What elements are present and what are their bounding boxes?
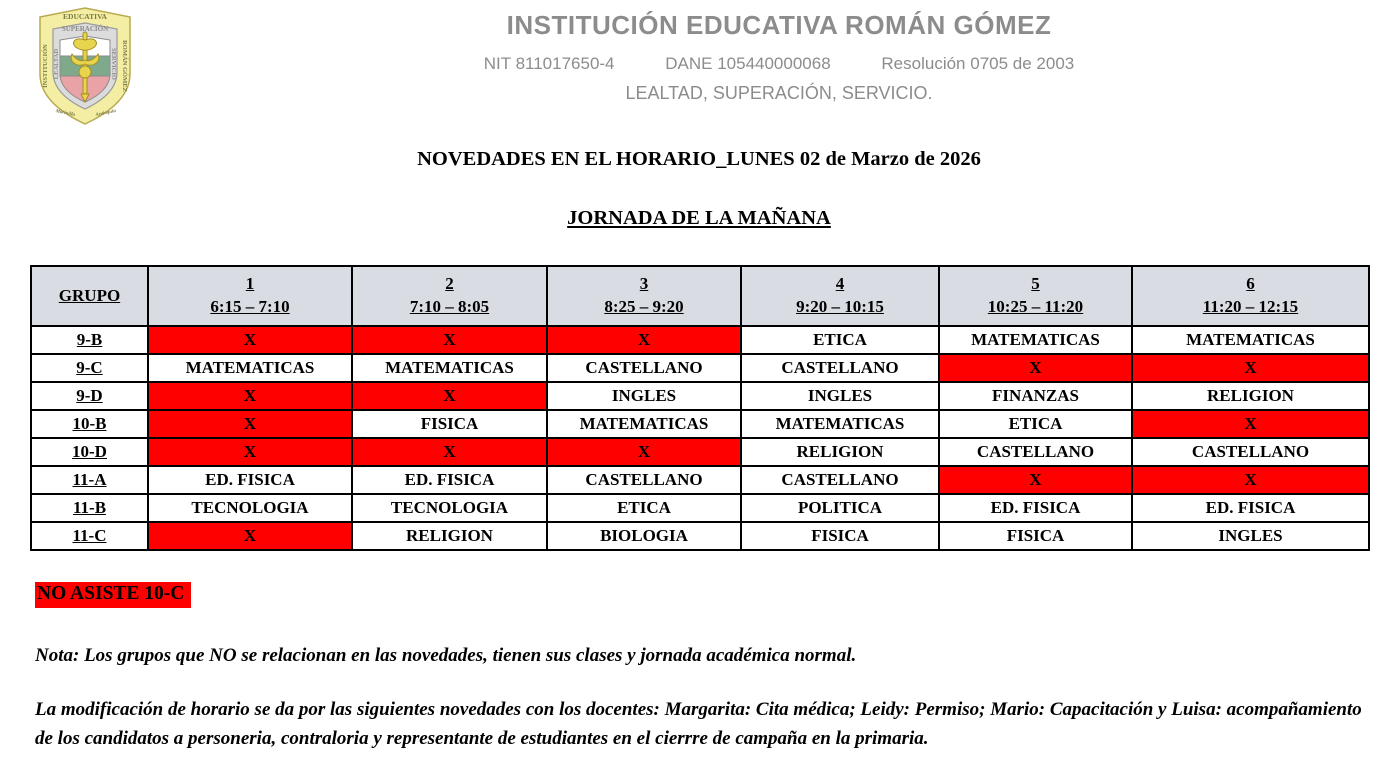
period-number: 5 [1031, 274, 1040, 294]
subject-cell: ED. FISICA [1132, 494, 1369, 522]
group-column-header: GRUPO [31, 266, 148, 326]
period-time: 8:25 – 9:20 [604, 297, 684, 316]
modification-paragraph: La modificación de horario se da por las siguientes novedades con los docentes: Margarita: Cita médica; Leidy: Permiso; Mario: Capacitación y Luisa: acompañamiento de los candidatos a personeria, contraloria y representante de estudiantes en el cierrre de campaña en la primaria. [35, 699, 1362, 749]
absence-cell: X [148, 438, 352, 466]
crest-word-right-outer: ROMÁN GÓMEZ [121, 40, 128, 92]
schedule-row-11-B [31, 494, 1369, 522]
schedule-header-row [31, 266, 1369, 326]
period-time: 11:20 – 12:15 [1202, 297, 1299, 316]
schedule-row-9-D [31, 382, 1369, 410]
subject-cell: MATEMATICAS [939, 326, 1132, 354]
subject-cell: TECNOLOGIA [352, 494, 547, 522]
absence-cell: X [939, 354, 1132, 382]
group-label: 10-D [31, 438, 148, 466]
schedule-row-9-B [31, 326, 1369, 354]
school-crest-logo [34, 6, 136, 126]
group-label: 11-B [31, 494, 148, 522]
subject-cell: ED. FISICA [939, 494, 1132, 522]
subject-cell: POLITICA [741, 494, 939, 522]
absence-cell: X [547, 438, 741, 466]
crest-word-left-outer: INSTITUCIÓN [42, 44, 49, 88]
schedule-table-body [31, 326, 1369, 550]
no-attendance-highlight: NO ASISTE 10-C [35, 582, 191, 608]
period-header-1 [148, 266, 352, 326]
period-number: 3 [639, 274, 649, 294]
subject-cell: TECNOLOGIA [148, 494, 352, 522]
subject-cell: ED. FISICA [148, 466, 352, 494]
period-header-6 [1132, 266, 1369, 326]
group-label: 10-B [31, 410, 148, 438]
nota-paragraph: Nota: Los grupos que NO se relacionan en las novedades, tienen sus clases y jornada académica normal. [35, 645, 857, 666]
school-name: INSTITUCIÓN EDUCATIVA ROMÁN GÓMEZ [506, 10, 1052, 40]
subject-cell: MATEMATICAS [148, 354, 352, 382]
absence-cell: X [1132, 410, 1369, 438]
document-subtitle: JORNADA DE LA MAÑANA [567, 207, 831, 229]
subject-cell: RELIGION [1132, 382, 1369, 410]
absence-cell: X [352, 326, 547, 354]
period-time: 7:10 – 8:05 [409, 297, 490, 316]
school-motto: LEALTAD, SUPERACIÓN, SERVICIO. [625, 83, 933, 103]
letterhead-text [160, 0, 1398, 104]
crest-word-top: EDUCATIVA [63, 12, 107, 21]
period-header-3 [547, 266, 741, 326]
absence-cell: X [352, 382, 547, 410]
absence-cell: X [547, 326, 741, 354]
absence-cell: X [939, 466, 1132, 494]
group-label: 9-B [31, 326, 148, 354]
period-time: 10:25 – 11:20 [987, 297, 1084, 316]
subject-cell: RELIGION [352, 522, 547, 550]
period-number: 2 [445, 274, 454, 294]
letterhead [0, 0, 1398, 128]
absence-cell: X [1132, 466, 1369, 494]
subject-cell: ETICA [939, 410, 1132, 438]
group-label: 9-C [31, 354, 148, 382]
schedule-row-10-D [31, 438, 1369, 466]
crest-word-second: SUPERACIÓN [61, 25, 109, 33]
registration-line [160, 54, 1398, 74]
dane-value: DANE 105440000068 [665, 54, 831, 73]
subject-cell: MATEMATICAS [1132, 326, 1369, 354]
crest-word-left-inner: LEALTAD [53, 48, 60, 80]
crest-word-bottom-left: Marinilla [54, 109, 76, 119]
period-header-5 [939, 266, 1132, 326]
subject-cell: CASTELLANO [1132, 438, 1369, 466]
period-number: 4 [835, 274, 845, 294]
subject-cell: BIOLOGIA [547, 522, 741, 550]
group-label: 11-C [31, 522, 148, 550]
subject-cell: CASTELLANO [547, 466, 741, 494]
absence-cell: X [1132, 354, 1369, 382]
subject-cell: MATEMATICAS [352, 354, 547, 382]
subject-cell: CASTELLANO [939, 438, 1132, 466]
subject-cell: FISICA [939, 522, 1132, 550]
period-header-4 [741, 266, 939, 326]
subject-cell: CASTELLANO [741, 354, 939, 382]
period-number: 1 [245, 274, 255, 294]
subject-cell: FISICA [741, 522, 939, 550]
document-title: NOVEDADES EN EL HORARIO_LUNES 02 de Marzo de 2026 [417, 148, 981, 170]
group-label: 9-D [31, 382, 148, 410]
schedule-row-11-A [31, 466, 1369, 494]
subject-cell: MATEMATICAS [547, 410, 741, 438]
schedule-row-10-B [31, 410, 1369, 438]
absence-cell: X [148, 522, 352, 550]
subject-cell: CASTELLANO [741, 466, 939, 494]
subject-cell: RELIGION [741, 438, 939, 466]
crest-word-bottom-right: Antioquia [95, 108, 117, 119]
subject-cell: INGLES [741, 382, 939, 410]
subject-cell: FISICA [352, 410, 547, 438]
group-label: 11-A [31, 466, 148, 494]
subject-cell: ETICA [547, 494, 741, 522]
schedule-table [30, 265, 1370, 551]
absence-cell: X [148, 382, 352, 410]
subject-cell: INGLES [1132, 522, 1369, 550]
nit-value: NIT 811017650-4 [483, 54, 615, 73]
subject-cell: ED. FISICA [352, 466, 547, 494]
schedule-row-11-C [31, 522, 1369, 550]
schedule-row-9-C [31, 354, 1369, 382]
crest-word-right-inner: SERVICIO [110, 48, 117, 80]
period-time: 6:15 – 7:10 [210, 297, 290, 316]
subject-cell: CASTELLANO [547, 354, 741, 382]
resolution-value: Resolución 0705 de 2003 [881, 54, 1075, 73]
period-number: 6 [1246, 274, 1255, 294]
period-time: 9:20 – 10:15 [796, 297, 884, 316]
schedule-table-head [31, 266, 1369, 326]
absence-cell: X [148, 410, 352, 438]
subject-cell: INGLES [547, 382, 741, 410]
absence-cell: X [148, 326, 352, 354]
absence-cell: X [352, 438, 547, 466]
subject-cell: MATEMATICAS [741, 410, 939, 438]
period-header-2 [352, 266, 547, 326]
subject-cell: FINANZAS [939, 382, 1132, 410]
subject-cell: ETICA [741, 326, 939, 354]
